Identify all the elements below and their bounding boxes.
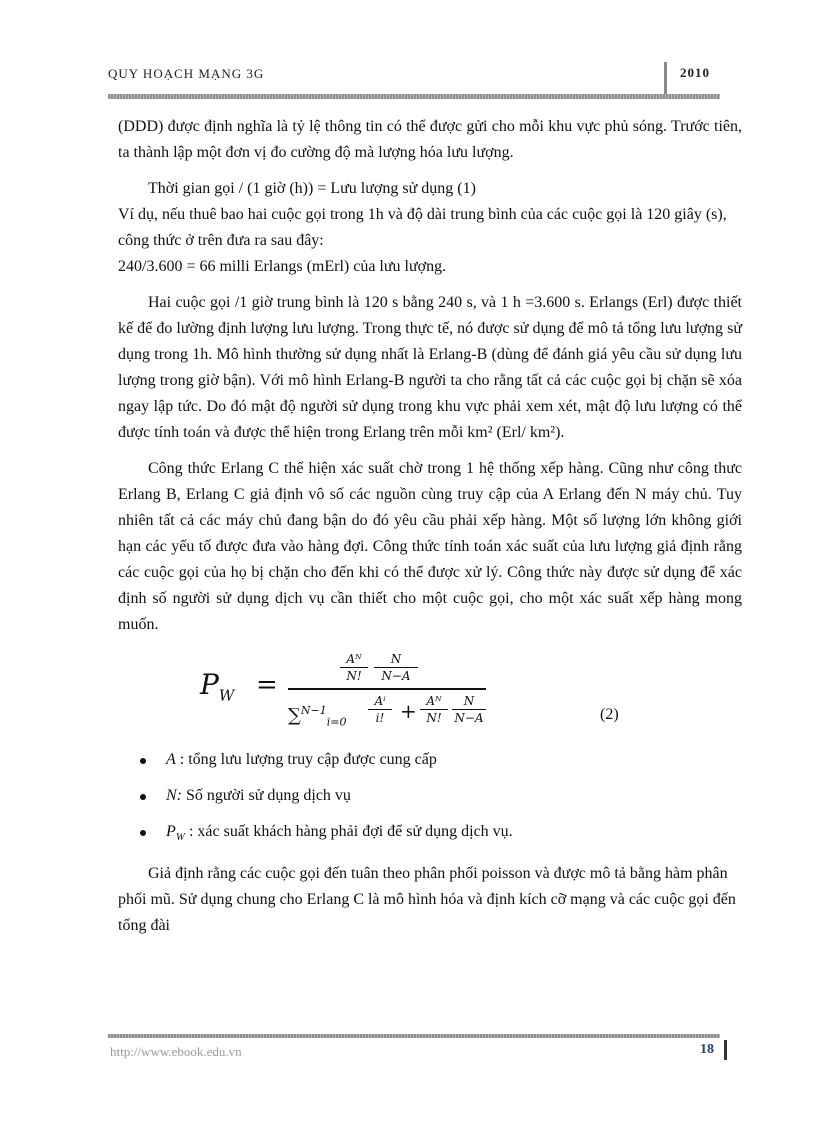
list-item: $P_W$ : xác suất khách hàng phải đợi để sử dụng dịch vụ.: [118, 820, 742, 849]
bullet-icon: [140, 794, 146, 800]
example-result: 240/3.600 = 66 milli Erlangs (mErl) của lưu lượng.: [118, 258, 447, 275]
numerator-fraction-an: Aᴺ N!: [340, 652, 368, 683]
formula-denominator: [288, 690, 486, 732]
paragraph-ddd-definition: (DDD) được định nghĩa là tỷ lệ thông tin có thể được gửi cho mỗi khu vực phủ sóng. Trước tiên, ta thành lập một đơn vị đo cường độ mà lượng hóa lưu lượng.: [118, 118, 742, 161]
denominator-fraction-n: N N−A: [452, 694, 486, 725]
formula-plus: +: [400, 699, 417, 723]
list-item: N: Số người sử dụng dịch vụ: [118, 784, 742, 808]
header-title: QUY HOẠCH MẠNG 3G: [108, 66, 265, 81]
erlang-c-formula-block: [118, 650, 742, 742]
numerator-fraction-n: N N−A: [374, 652, 418, 683]
bullet-icon: [140, 830, 146, 836]
footer-divider: [724, 1040, 727, 1060]
formula-numerator: [288, 650, 486, 688]
header-divider: [664, 62, 667, 98]
formula-sum: ∑$^{N-1}_{i=0}$: [288, 704, 347, 729]
formula-lhs: $P_W$: [200, 668, 235, 705]
header-rule: [108, 94, 720, 99]
bullet-icon: [140, 758, 146, 764]
formula-equals: =: [256, 670, 278, 700]
formula-1-line: Thời gian gọi / (1 giờ (h)) = Lưu lượng sử dụng (1): [148, 180, 476, 197]
variable-list: [118, 748, 742, 849]
denominator-fraction-an: Aᴺ N!: [420, 694, 448, 725]
denominator-fraction-ai: Aⁱ i!: [368, 694, 392, 725]
paragraph-erlang-c: Công thức Erlang C thể hiện xác suất chờ trong 1 hệ thống xếp hàng. Cũng như công thưc Erlang B, Erlang C giả định vô số các nguồn cùng truy cập của A Erlang đến N máy chủ. Tuy nhiên tất cả các máy chủ đang bận do đó yêu cầu phải xếp hàng. Một số lượng lớn không giới hạn các yếu tố được đưa vào hàng đợi. Công thức tính toán xác suất của lưu lượng giả định rằng các cuộc gọi của họ bị chặn cho đến khi có thể được xử lý. Công thức này được sử dụng để xác định số người sử dụng dịch vụ cần thiết cho một cuộc gọi, cho một xác suất xếp hàng mong muốn.: [118, 460, 742, 633]
page-header: [108, 62, 720, 98]
footer-rule: [108, 1034, 720, 1038]
header-year: 2010: [680, 65, 710, 80]
footer-url[interactable]: http://www.ebook.edu.vn: [110, 1044, 242, 1059]
example-paragraph: Ví dụ, nếu thuê bao hai cuộc gọi trong 1h và độ dài trung bình của các cuộc gọi là 120 giây (s), công thức ở trên đưa ra sau đây:: [118, 206, 727, 249]
formula-main-fraction: [288, 650, 486, 732]
list-item: A : tổng lưu lượng truy cập được cung cấp: [118, 748, 742, 772]
page-number: 18: [700, 1042, 714, 1057]
page-body: [118, 114, 742, 939]
paragraph-erlang-b: Hai cuộc gọi /1 giờ trung bình là 120 s bằng 240 s, và 1 h =3.600 s. Erlangs (Erl) được thiết kế để đo lường định lượng lưu lượng. Trong thực tế, nó được sử dụng để mô tả tổng lưu lượng sử dụng trong 1h. Mô hình thường sử dụng nhất là Erlang-B (dùng để đánh giá yêu cầu sử dụng lưu lượng trong giờ bận). Với mô hình Erlang-B người ta cho rằng tất cả các cuộc gọi bị chặn sẽ xóa ngay lập tức. Do đó mật độ người sử dụng trong khu vực phải xem xét, mật độ lưu lượng có thể được tính toán và được thể hiện trong Erlang trên mỗi km² (Erl/ km²).: [118, 294, 742, 441]
formula-number: (2): [600, 706, 619, 723]
paragraph-poisson: Giả định rằng các cuộc gọi đến tuân theo phân phối poisson và được mô tả bằng hàm phân phối mũ. Sử dụng chung cho Erlang C là mô hình hóa và định kích cỡ mạng và các cuộc gọi đến tổng đài: [118, 865, 736, 935]
